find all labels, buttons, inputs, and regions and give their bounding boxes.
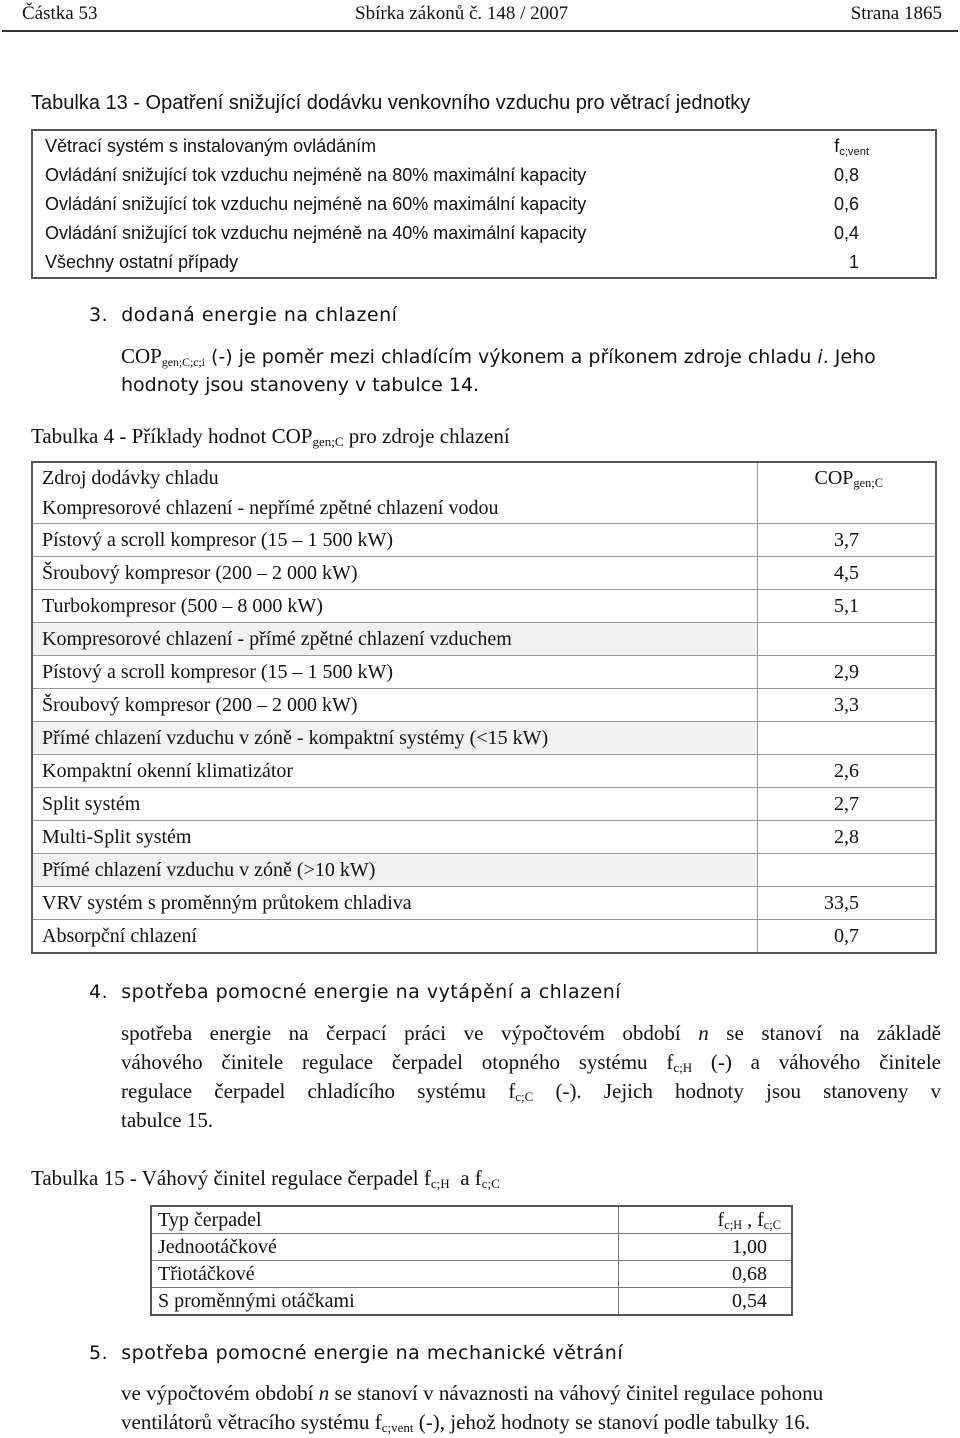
table-group-row [32, 623, 936, 656]
row-value: 0,8 [833, 165, 859, 185]
collection-title: Sbírka zákonů č. 148 / 2007 [355, 3, 569, 24]
page-number: Strana 1865 [850, 3, 942, 24]
row-value [758, 854, 937, 887]
section5-text: ve výpočtovém období n se stanoví v návaznosti na váhový činitel regulace pohonu ventilátorů větracího systému $f_{c;vent}$ (-), jehož hodnoty se stanoví podle tabulky 16. [121, 1381, 824, 1435]
table15-caption: Tabulka 15 - Váhový činitel regulace čerpadel $f_{c;H}$ a $f_{c;C}$ [31, 1166, 500, 1191]
row-label: Split systém [32, 788, 758, 821]
row-value: 1 [848, 252, 859, 272]
table-row [151, 1234, 792, 1261]
table-row [32, 689, 936, 722]
section5-heading: 5. spotřeba pomocné energie na mechanické větrání [89, 1342, 624, 1364]
table13-col2-header: $f_{c;vent}$ [834, 135, 869, 158]
row-label: Všechny ostatní případy [45, 252, 239, 272]
row-label: Turbokompresor (500 – 8 000 kW) [32, 590, 758, 623]
issue-number: Částka 53 [22, 3, 98, 24]
row-value: 0,54 [619, 1288, 793, 1316]
table-row [32, 656, 936, 689]
row-label: Ovládání snižující tok vzduchu nejméně na 80% maximální kapacity [45, 165, 587, 185]
table13-caption: Tabulka 13 - Opatření snižující dodávku venkovního vzduchu pro větrací jednotky [31, 92, 751, 114]
group-label: Kompresorové chlazení - přímé zpětné chlazení vzduchem [32, 623, 758, 656]
row-label: Kompaktní okenní klimatizátor [32, 755, 758, 788]
table-row [32, 524, 936, 557]
row-value: 3,7 [758, 524, 937, 557]
row-value: 0,7 [758, 920, 937, 954]
table-row [32, 190, 936, 219]
table-row [151, 1261, 792, 1288]
row-label: Absorpční chlazení [32, 920, 758, 954]
header-divider [2, 30, 958, 32]
section4-text: spotřeba energie na čerpací práci ve výpočtovém období n se stanoví na základě váhového činitele regulace čerpadel otopného systému $f_{c;H}$ (-) a váhového činitele regulace čerpadel chladícího systému $f_{c;C}$ (-). Jejich hodnoty jsou stanoveny v tabulce 15. [121, 1021, 942, 1132]
table-row [32, 248, 936, 278]
table15-col1-header: Typ čerpadel [151, 1206, 619, 1234]
row-label: Pístový a scroll kompresor (15 – 1 500 kW) [32, 524, 758, 557]
page-header [0, 0, 960, 30]
table-header-row [151, 1206, 792, 1234]
table-group-row [32, 854, 936, 887]
row-value: 2,7 [758, 788, 937, 821]
table-row [32, 821, 936, 854]
table-row [32, 920, 936, 954]
row-value: 0,6 [833, 194, 859, 214]
row-value: 3,3 [758, 689, 937, 722]
section3-heading: 3. dodaná energie na chlazení [89, 304, 398, 326]
row-value: 1,00 [619, 1234, 793, 1261]
table-header-row [32, 130, 936, 161]
table-row [32, 161, 936, 190]
table13-col1-header: Větrací systém s instalovaným ovládáním [45, 135, 377, 156]
section3-text: $COP_{gen;C;c;i}$ (-) je poměr mezi chladícím výkonem a příkonem zdroje chladu i. Jeho hodnoty jsou stanoveny v tabulce 14. [121, 344, 876, 396]
row-value: 4,5 [758, 557, 937, 590]
row-label: S proměnnými otáčkami [151, 1288, 619, 1316]
table4-col1-header: Zdroj dodávky chladu [32, 462, 758, 493]
section4-heading: 4. spotřeba pomocné energie na vytápění a chlazení [89, 981, 622, 1003]
row-label: Šroubový kompresor (200 – 2 000 kW) [32, 557, 758, 590]
table-row [151, 1288, 792, 1316]
table-row [32, 788, 936, 821]
table15 [150, 1205, 793, 1316]
table15-col2-header: $f_{c;H}$ , $f_{c;C}$ [619, 1206, 793, 1234]
row-value [758, 722, 937, 755]
row-value [758, 623, 937, 656]
group-label: Kompresorové chlazení - nepřímé zpětné chlazení vodou [32, 493, 758, 524]
row-label: Multi-Split systém [32, 821, 758, 854]
table-row [32, 887, 936, 920]
table4-col2-header: $COP_{gen;C}$ [758, 462, 937, 524]
row-label: Třiotáčkové [151, 1261, 619, 1288]
row-label: Jednootáčkové [151, 1234, 619, 1261]
table13 [31, 129, 937, 279]
table4 [31, 461, 937, 954]
row-label: Ovládání snižující tok vzduchu nejméně na 40% maximální kapacity [45, 223, 587, 243]
table-row [32, 590, 936, 623]
table-row [32, 755, 936, 788]
table-row [32, 219, 936, 248]
row-value: 0,68 [619, 1261, 793, 1288]
row-value: 2,6 [758, 755, 937, 788]
row-value: 33,5 [758, 887, 937, 920]
table-group-row [32, 722, 936, 755]
row-label: Ovládání snižující tok vzduchu nejméně na 60% maximální kapacity [45, 194, 587, 214]
table4-caption: Tabulka 4 - Příklady hodnot $COP_{gen;C}$ pro zdroje chlazení [31, 424, 510, 449]
group-label: Přímé chlazení vzduchu v zóně - kompaktní systémy (<15 kW) [32, 722, 758, 755]
row-value: 5,1 [758, 590, 937, 623]
group-label: Přímé chlazení vzduchu v zóně (>10 kW) [32, 854, 758, 887]
row-value: 2,8 [758, 821, 937, 854]
row-value: 0,4 [833, 223, 859, 243]
row-label: VRV systém s proměnným průtokem chladiva [32, 887, 758, 920]
row-label: Šroubový kompresor (200 – 2 000 kW) [32, 689, 758, 722]
row-label: Pístový a scroll kompresor (15 – 1 500 kW) [32, 656, 758, 689]
table-row [32, 557, 936, 590]
row-value: 2,9 [758, 656, 937, 689]
table-header-row [32, 462, 936, 493]
